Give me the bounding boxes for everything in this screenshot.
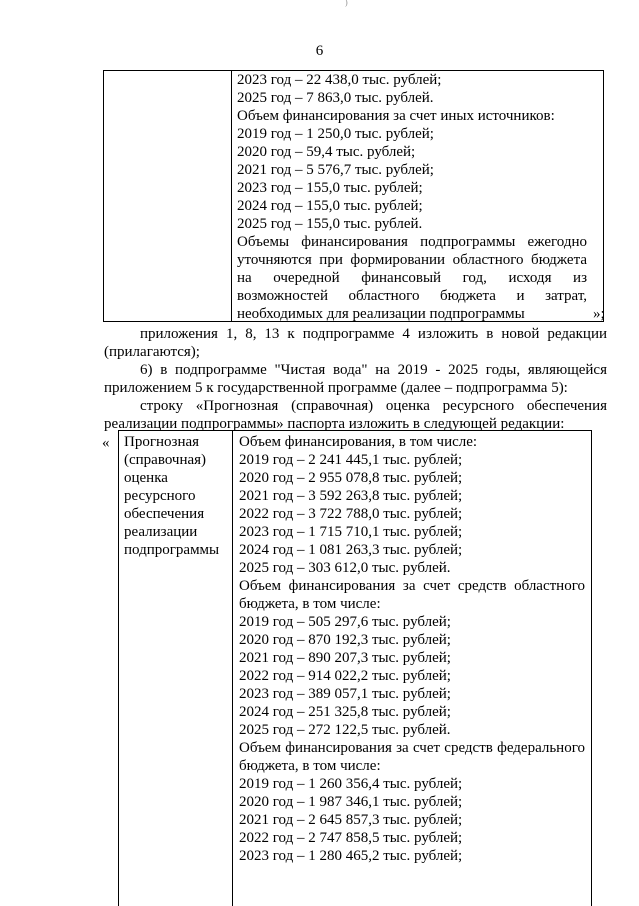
table1-line: 2023 год – 22 438,0 тыс. рублей; [237, 72, 442, 88]
table1-line: 2020 год – 59,4 тыс. рублей; [237, 144, 416, 160]
other-sources-heading: Объем финансирования за счет иных источников: [237, 108, 555, 124]
federal-line: 2019 год – 1 260 356,4 тыс. рублей; [239, 776, 463, 792]
note-line: на очередной финансовый год, исходя из [237, 270, 587, 286]
federal-heading: бюджета, в том числе: [239, 758, 381, 774]
table-column-divider [232, 431, 233, 906]
federal-line: 2023 год – 1 280 465,2 тыс. рублей; [239, 848, 463, 864]
page-number: 6 [315, 43, 324, 59]
regional-line: 2024 год – 251 325,8 тыс. рублей; [239, 704, 451, 720]
total-line: 2021 год – 3 592 263,8 тыс. рублей; [239, 488, 463, 504]
row-label-line: обеспечения [124, 506, 205, 522]
paragraph-row [104, 397, 607, 415]
regional-line: 2023 год – 389 057,1 тыс. рублей; [239, 686, 451, 702]
table1-line: 2025 год – 7 863,0 тыс. рублей. [237, 90, 434, 106]
regional-line: 2021 год – 890 207,3 тыс. рублей; [239, 650, 451, 666]
note-line: Объемы финансирования подпрограммы ежегодно [237, 234, 587, 250]
total-line: 2022 год – 3 722 788,0 тыс. рублей; [239, 506, 463, 522]
paragraph-line: 6) в подпрограмме "Чистая вода" на 2019 - 2025 годы, являющейся [140, 362, 607, 378]
regional-heading: бюджета, в том числе: [239, 596, 381, 612]
paragraph-subprogram [104, 361, 607, 379]
row-label-line: Прогнозная [124, 434, 200, 450]
note-line: возможностей областного бюджета и затрат, [237, 288, 587, 304]
paragraph-subprogram-cont [104, 379, 607, 397]
total-heading: Объем финансирования, в том числе: [239, 434, 478, 450]
closing-quote: »; [593, 306, 605, 322]
row-label-line: ресурсного [124, 488, 196, 504]
paragraph-line: строку «Прогнозная (справочная) оценка ресурсного обеспечения [140, 398, 607, 414]
paragraph-line: реализации подпрограммы» паспорта изложить в следующей редакции: [104, 416, 565, 432]
regional-line: 2019 год – 505 297,6 тыс. рублей; [239, 614, 451, 630]
paragraph-line: приложением 5 к государственной программе (далее – подпрограмма 5): [104, 380, 568, 396]
federal-line: 2021 год – 2 645 857,3 тыс. рублей; [239, 812, 463, 828]
row-label-line: подпрограммы [124, 542, 220, 558]
financing-table-continuation [103, 70, 604, 322]
table1-line: 2021 год – 5 576,7 тыс. рублей; [237, 162, 434, 178]
paragraph-appendices [104, 325, 607, 343]
table1-line: 2025 год – 155,0 тыс. рублей. [237, 216, 423, 232]
resource-forecast-table [118, 430, 592, 906]
row-label-line: оценка [124, 470, 168, 486]
opening-quote: « [102, 435, 110, 451]
row-label-cell [124, 433, 228, 559]
federal-line: 2020 год – 1 987 346,1 тыс. рублей; [239, 794, 463, 810]
financing-values-cell [239, 433, 585, 865]
paragraph-line: (прилагаются); [104, 344, 200, 360]
note-line: необходимых для реализации подпрограммы [237, 306, 525, 322]
regional-heading: Объем финансирования за счет средств областного [239, 578, 585, 594]
federal-heading: Объем финансирования за счет средств федерального [239, 740, 585, 756]
regional-line: 2025 год – 272 122,5 тыс. рублей. [239, 722, 451, 738]
total-line: 2023 год – 1 715 710,1 тыс. рублей; [239, 524, 463, 540]
table-column-divider [231, 71, 232, 321]
page-top-mark: ) [345, 0, 348, 7]
table1-line: 2019 год – 1 250,0 тыс. рублей; [237, 126, 434, 142]
financing-cell [237, 71, 587, 323]
paragraph-appendices-cont [104, 343, 607, 361]
regional-line: 2022 год – 914 022,2 тыс. рублей; [239, 668, 451, 684]
table1-line: 2024 год – 155,0 тыс. рублей; [237, 198, 423, 214]
row-label-line: реализации [124, 524, 198, 540]
total-line: 2019 год – 2 241 445,1 тыс. рублей; [239, 452, 463, 468]
paragraph-line: приложения 1, 8, 13 к подпрограмме 4 изложить в новой редакции [140, 326, 607, 342]
total-line: 2020 год – 2 955 078,8 тыс. рублей; [239, 470, 463, 486]
table1-line: 2023 год – 155,0 тыс. рублей; [237, 180, 423, 196]
federal-line: 2022 год – 2 747 858,5 тыс. рублей; [239, 830, 463, 846]
row-label-line: (справочная) [124, 452, 207, 468]
total-line: 2024 год – 1 081 263,3 тыс. рублей; [239, 542, 463, 558]
total-line: 2025 год – 303 612,0 тыс. рублей. [239, 560, 451, 576]
regional-line: 2020 год – 870 192,3 тыс. рублей; [239, 632, 451, 648]
note-line: уточняются при формировании областного бюджета [237, 252, 587, 268]
